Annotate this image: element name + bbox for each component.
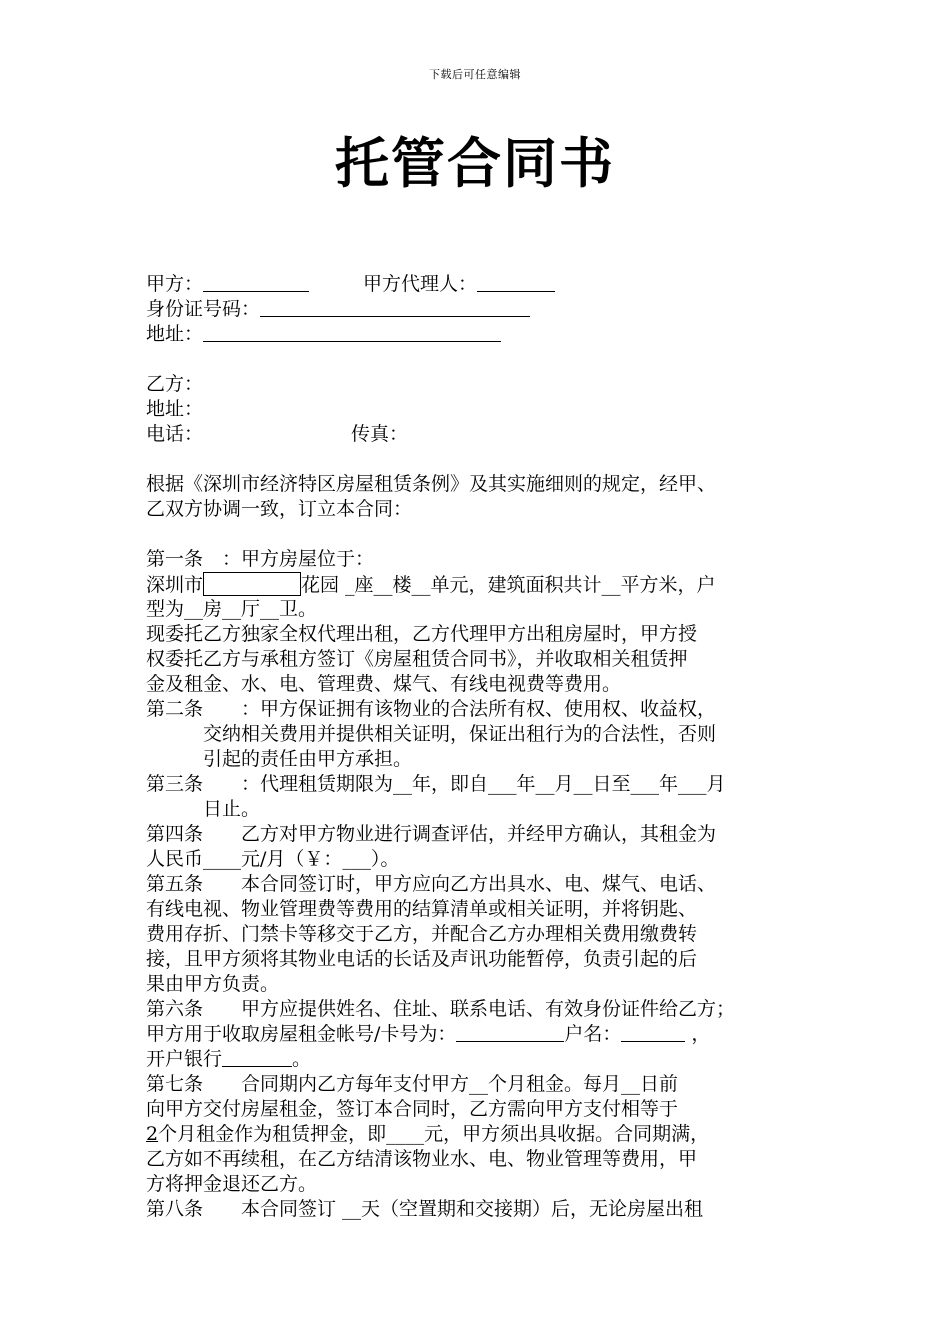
article-4-line: 人民币____元/月（￥：___）。 bbox=[146, 848, 400, 870]
deposit-months: 2 bbox=[146, 1123, 159, 1145]
article-7-line: 向甲方交付房屋租金，签订本合同时，乙方需向甲方支付相等于 bbox=[146, 1098, 679, 1120]
account-name-label: 户名： bbox=[564, 1023, 622, 1045]
article-7-line: 第七条 合同期内乙方每年支付甲方__个月租金。每月__日前 bbox=[146, 1073, 679, 1095]
article-2-line: 交纳相关费用并提供相关证明，保证出租行为的合法性，否则 bbox=[203, 723, 717, 745]
article-7-text: 个月租金作为租赁押金，即____元，甲方须出具收据。合同期满， bbox=[158, 1123, 710, 1145]
article-6-line: 第六条 甲方应提供姓名、住址、联系电话、有效身份证件给乙方； bbox=[146, 998, 736, 1020]
intro-line: 根据《深圳市经济特区房屋租赁条例》及其实施细则的规定，经甲、 bbox=[146, 473, 717, 495]
id-number-blank bbox=[260, 298, 530, 317]
article-1-line: 现委托乙方独家全权代理出租，乙方代理甲方出租房屋时，甲方授 bbox=[146, 623, 698, 645]
fax-label: 传真： bbox=[351, 423, 409, 445]
party-a-line bbox=[146, 272, 818, 297]
account-blank bbox=[456, 1023, 564, 1042]
id-number-line bbox=[146, 297, 818, 322]
article-3-line: 第三条 ：代理租赁期限为__年，即自___年__月__日至___年___月 bbox=[146, 773, 726, 795]
party-a-agent-label: 甲方代理人： bbox=[363, 273, 478, 295]
article-3-line: 日止。 bbox=[203, 798, 261, 820]
id-number-label: 身份证号码： bbox=[146, 298, 261, 320]
article-6-bank-line bbox=[146, 1047, 818, 1072]
article-7-line bbox=[146, 1122, 818, 1147]
bank-blank bbox=[222, 1048, 292, 1067]
article-7-line: 方将押金退还乙方。 bbox=[146, 1173, 318, 1195]
contract-body bbox=[146, 272, 818, 1222]
article-2-line: 第二条 ：甲方保证拥有该物业的合法所有权、使用权、收益权， bbox=[146, 698, 717, 720]
article-1-line: 型为__房__厅__卫。 bbox=[146, 598, 318, 620]
comma: ， bbox=[691, 1023, 711, 1045]
article-1-line bbox=[146, 572, 818, 597]
party-a-address-label: 地址： bbox=[146, 323, 204, 345]
document-title: 托管合同书 bbox=[335, 132, 615, 195]
article-7-line: 乙方如不再续租，在乙方结清该物业水、电、物业管理等费用，甲 bbox=[146, 1148, 698, 1170]
period: 。 bbox=[292, 1048, 312, 1070]
party-a-address-blank bbox=[203, 323, 501, 342]
party-a-label: 甲方： bbox=[146, 273, 204, 295]
party-a-agent-blank bbox=[477, 273, 555, 292]
city-input-box[interactable] bbox=[203, 572, 301, 596]
article-2-line: 引起的责任由甲方承担。 bbox=[203, 748, 413, 770]
phone-label: 电话： bbox=[146, 423, 204, 445]
party-b-label: 乙方： bbox=[146, 373, 204, 395]
party-b-contact-line bbox=[146, 422, 818, 447]
article-5-line: 接，且甲方须将其物业电话的长话及声讯功能暂停，负责引起的后 bbox=[146, 948, 698, 970]
article-1-line: 金及租金、水、电、管理费、煤气、有线电视费等费用。 bbox=[146, 673, 622, 695]
intro-line: 乙双方协调一致，订立本合同： bbox=[146, 498, 413, 520]
bank-label: 开户银行 bbox=[146, 1048, 223, 1070]
article-1-heading: 第一条 ：甲方房屋位于： bbox=[146, 548, 375, 570]
header-note: 下载后可任意编辑 bbox=[429, 68, 521, 81]
article-4-line: 第四条 乙方对甲方物业进行调查评估，并经甲方确认，其租金为 bbox=[146, 823, 717, 845]
article-6-account-line bbox=[146, 1022, 818, 1047]
article-5-line: 第五条 本合同签订时，甲方应向乙方出具水、电、煤气、电话、 bbox=[146, 873, 717, 895]
article-1-text: 花园 _座__楼__单元，建筑面积共计__平方米，户 bbox=[301, 574, 716, 596]
party-b-address-label: 地址： bbox=[146, 398, 204, 420]
party-a-blank bbox=[203, 273, 309, 292]
article-5-line: 果由甲方负责。 bbox=[146, 973, 280, 995]
party-a-address-line bbox=[146, 322, 818, 347]
article-1-line: 权委托乙方与承租方签订《房屋租赁合同书》，并收取相关租赁押 bbox=[146, 648, 688, 670]
article-5-line: 有线电视、物业管理费等费用的结算清单或相关证明，并将钥匙、 bbox=[146, 898, 698, 920]
account-label: 甲方用于收取房屋租金帐号/卡号为： bbox=[146, 1023, 457, 1045]
account-name-blank bbox=[621, 1023, 685, 1042]
article-8-line: 第八条 本合同签订 __天（空置期和交接期）后，无论房屋出租 bbox=[146, 1198, 704, 1220]
city-label: 深圳市 bbox=[146, 574, 204, 596]
article-5-line: 费用存折、门禁卡等移交于乙方，并配合乙方办理相关费用缴费转 bbox=[146, 923, 698, 945]
